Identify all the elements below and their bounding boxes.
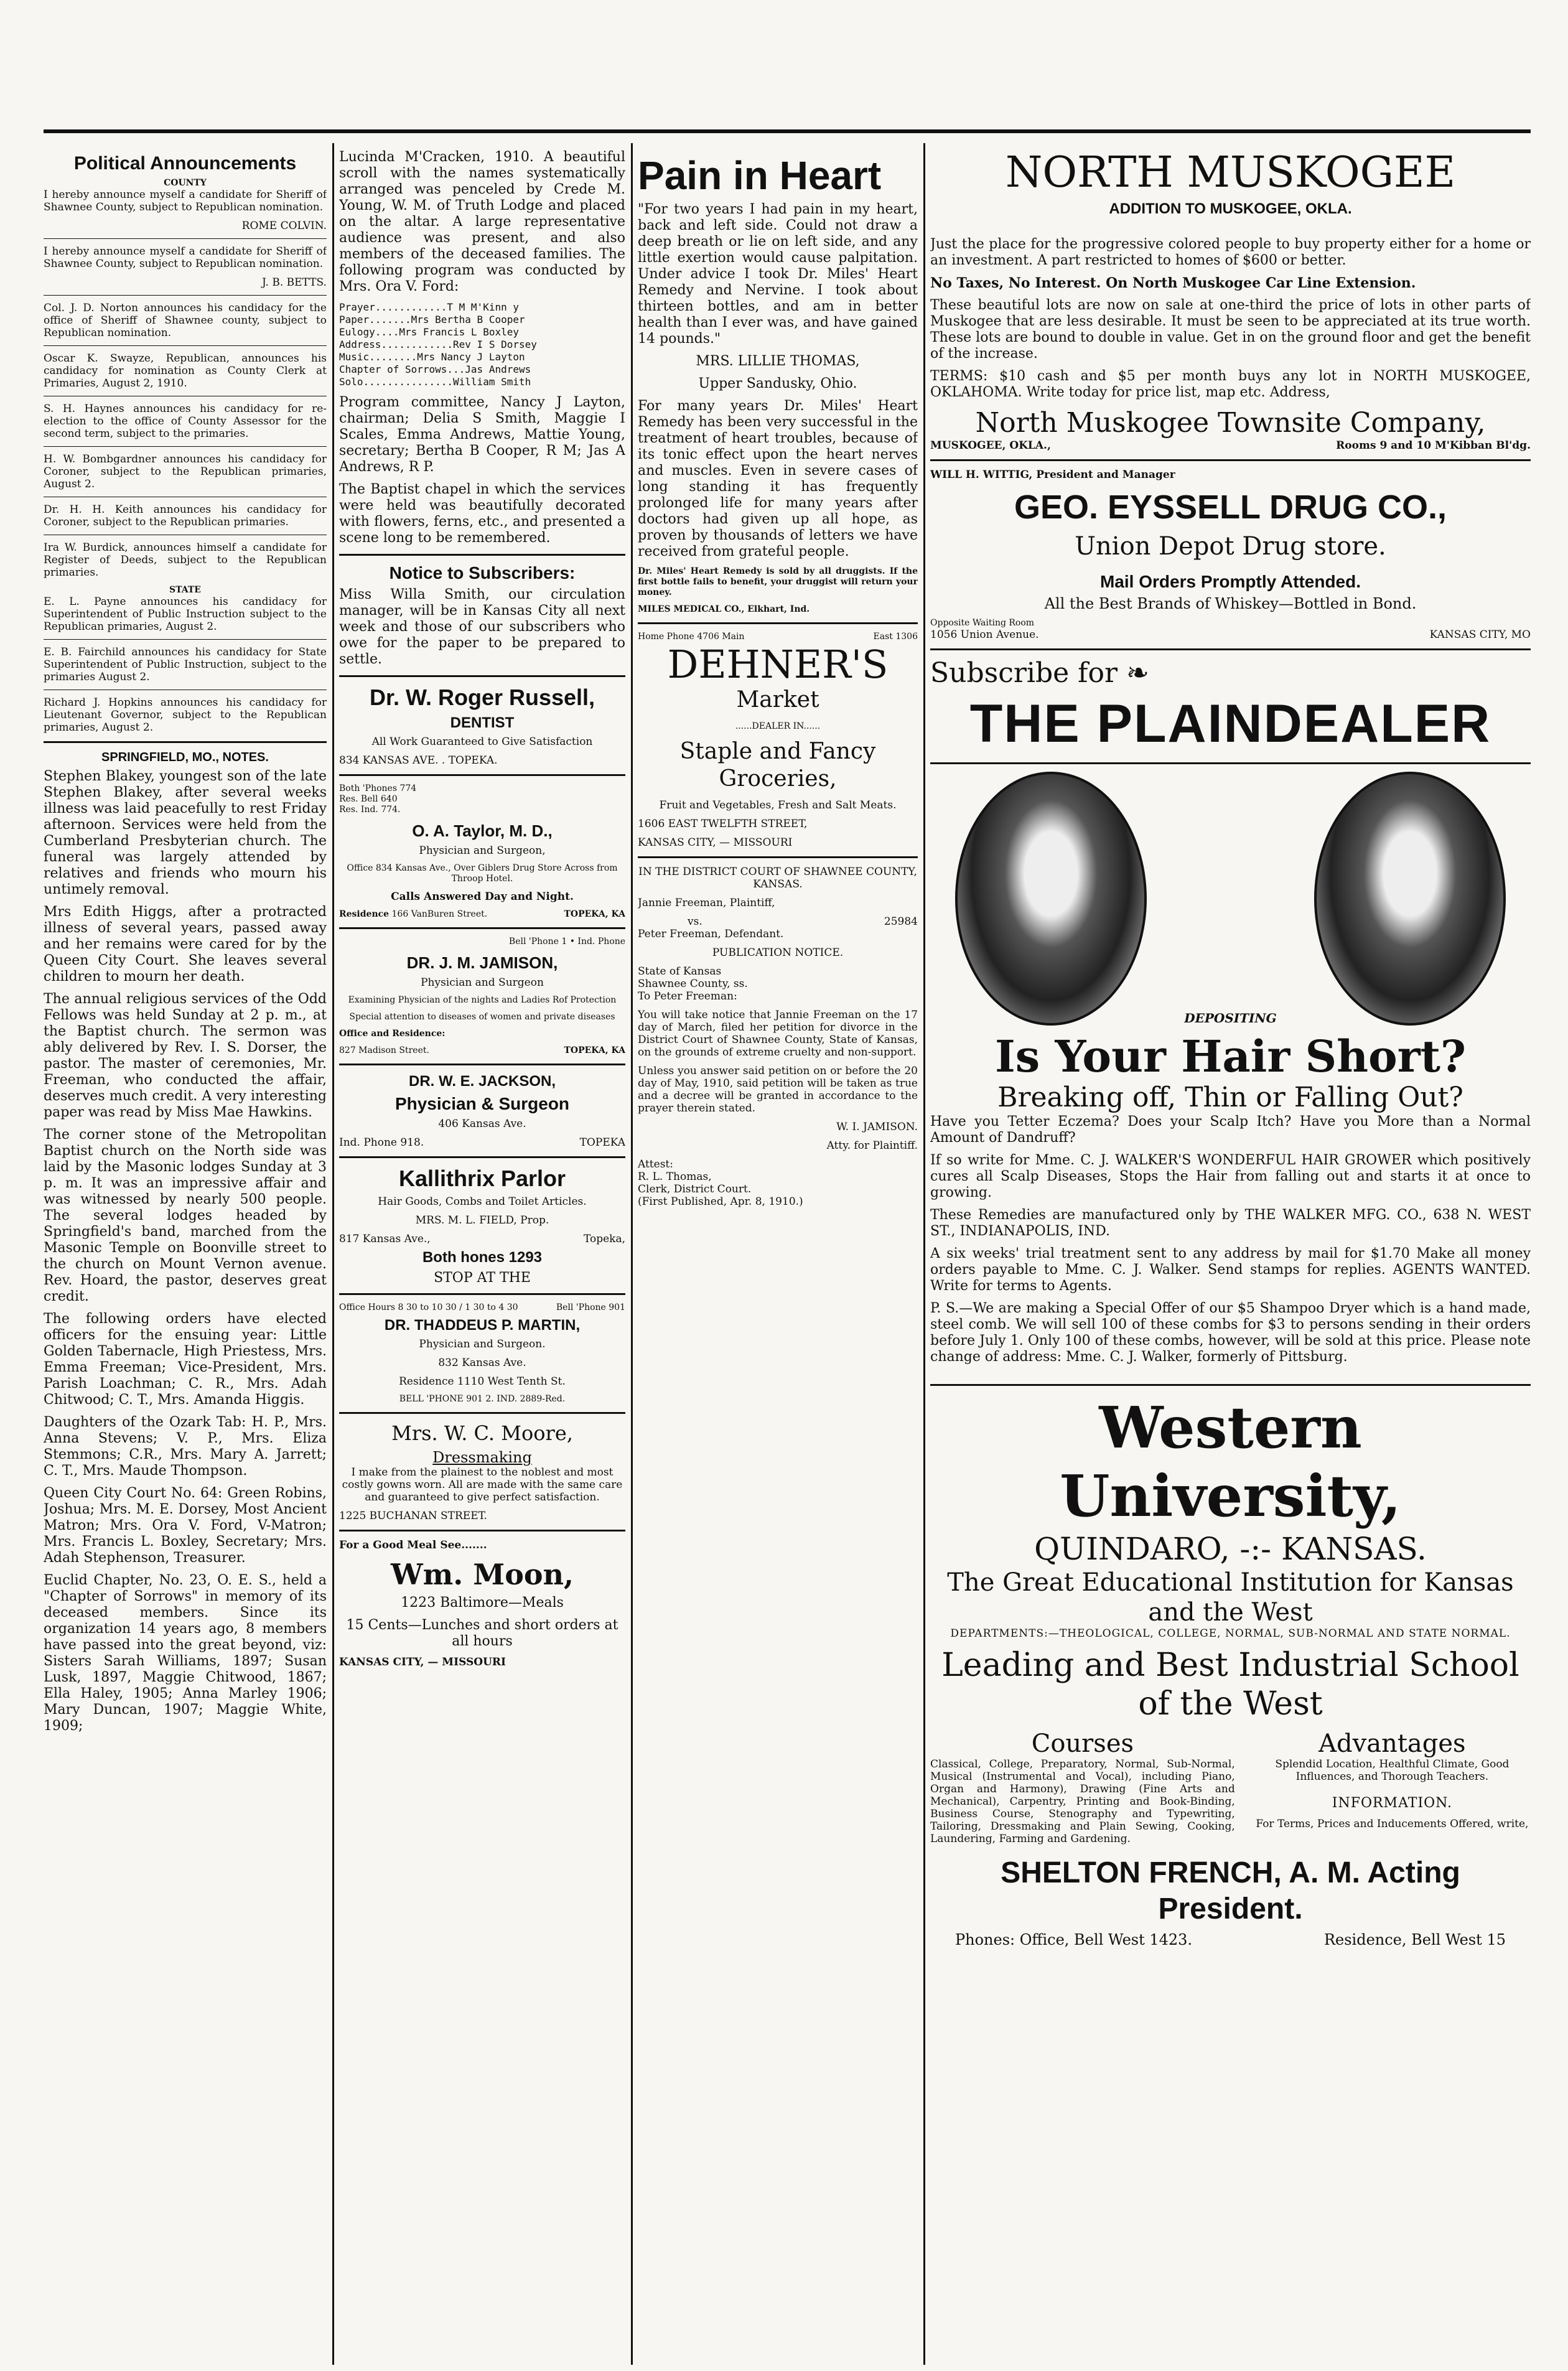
information-heading: INFORMATION. (1332, 1795, 1453, 1811)
ad-body: If so write for Mme. C. J. WALKER'S WONDERFUL HAIR GROWER which positively cures all Scalp Diseases, Stops the Hair from falling out and starts it at once to growing. (930, 1153, 1531, 1200)
news-paragraph: Daughters of the Ozark Tab: H. P., Mrs. Anna Stevens; V. P., Mrs. Eliza Stemmons; C.R., Mrs. Mary A. Jarrett; C. T., Mrs. Maude Thompson. (44, 1415, 327, 1479)
ad-phones: Both 'Phones 774 Res. Bell 640 Res. Ind. 774. (339, 783, 417, 815)
ad-address: Rooms 9 and 10 M'Kibban Bl'dg. (1336, 439, 1531, 452)
legal-notice (638, 866, 918, 1208)
announcement: E. B. Fairchild announces his candidacy for State Superintendent of Public Instruction, subject to the primaries August 2. (44, 646, 327, 683)
news-paragraph: Queen City Court No. 64: Green Robins, Joshua; Mrs. M. E. Dorsey, Most Ancient Matron; Mrs. Ora V. Ford, V-Matron; Mrs. Francis L. Boxley, Secretary; Mrs. Adah Stephenson, Treasurer. (44, 1485, 327, 1566)
ad-label: Office and Residence: (339, 1029, 446, 1039)
announcement: Ira W. Burdick, announces himself a candidate for Register of Deeds, subject to the Republican primaries. (44, 541, 327, 579)
ad-title: Physician & Surgeon (394, 1094, 570, 1113)
ad-location: QUINDARO, -:- KANSAS. (1034, 1531, 1427, 1567)
ad-name: DEHNER'S (667, 642, 889, 687)
springfield-heading: SPRINGFIELD, MO., NOTES. (101, 751, 269, 764)
ad-north-muskogee (930, 149, 1531, 452)
ad-address-row (339, 1136, 625, 1149)
divider (339, 927, 625, 929)
divider (339, 1293, 625, 1295)
news-paragraph: Program committee, Nancy J Layton, chairman; Delia S Smith, Maggie I Scales, Emma Andrews, Mattie Young, secretary; Bertha B Cooper, R M; Jas A Andrews, R P. (339, 395, 625, 475)
ad-intro: For a Good Meal See....... (339, 1539, 487, 1551)
state-subhead: STATE (169, 585, 201, 595)
ad-phones: Phones: Office, Bell West 1423. (955, 1931, 1193, 1948)
announcement: E. L. Payne announces his candidacy for Superintendent of Public Instruction subject to the Republican primaries, August 2. (44, 596, 327, 633)
column-rule (923, 143, 925, 2365)
ad-terms: TERMS: $10 cash and $5 per month buys any lot in NORTH MUSKOGEE, OKLAHOMA. Write today for price list, map etc. Address, (930, 368, 1531, 400)
ad-manager: WILL H. WITTIG, President and Manager (930, 469, 1175, 481)
ad-label: Residence (339, 909, 390, 919)
announcement: I hereby announce myself a candidate for Sheriff of Shawnee County, subject to Republican nomination. (44, 189, 327, 213)
ad-address: 1225 BUCHANAN STREET. (339, 1510, 487, 1522)
column-ads (638, 149, 918, 1214)
court-body: You will take notice that Jannie Freeman on the 17 day of March, filed her petition for divorce in the District Court of Shawnee County, State of Kansas, on the grounds of extreme cruelty and non-support. (638, 1009, 918, 1059)
ad-text: Hair Goods, Combs and Toilet Articles. (378, 1195, 587, 1208)
image-caption: DEPOSITING (1184, 1011, 1277, 1026)
ad-city: TOPEKA (579, 1136, 625, 1149)
court-plaintiff: Jannie Freeman, Plaintiff, (638, 897, 775, 909)
ad-company: MILES MEDICAL CO., Elkhart, Ind. (638, 604, 810, 614)
announcement: H. W. Bombgardner announces his candidacy for Coroner, subject to the Republican primaries, August 2. (44, 453, 327, 490)
ad-goods: Staple and Fancy Groceries, (679, 739, 876, 792)
ad-residence: Residence, Bell West 15 (1323, 1931, 1506, 1948)
ad-hours: Office Hours 8 30 to 10 30 / 1 30 to 4 30 (339, 1302, 518, 1312)
ad-owner: MRS. M. L. FIELD, Prop. (415, 1214, 549, 1227)
notice-title: Notice to Subscribers: (389, 563, 576, 582)
ad-name: GEO. EYSSELL DRUG CO., (1014, 489, 1447, 526)
ad-address: 1056 Union Avenue. (930, 629, 1039, 641)
ad-text: Office 834 Kansas Ave., Over Giblers Drug Store Across from Throop Hotel. (347, 863, 618, 884)
ad-text: Mail Orders Promptly Attended. (1099, 572, 1361, 591)
ad-russell (339, 685, 625, 767)
ad-city: KANSAS CITY, MO (1429, 629, 1531, 641)
ad-text: Examining Physician of the nights and Ladies Rof Protection (348, 995, 617, 1005)
ad-body: P. S.—We are making a Special Offer of our $5 Shampoo Dryer which is a hand made, steel comb. We will sell 100 of these combs for $3 to persons sending in their orders before July 1. Only 100 of these combs, however, will be sold at this price. Please note change of address: Mme. C. J. Walker, formerly of Pittsburg. (930, 1301, 1531, 1365)
paper-name: THE PLAINDEALER (969, 694, 1491, 754)
news-paragraph: Stephen Blakey, youngest son of the late Stephen Blakey, after several weeks illness was laid peacefully to rest Friday afternoon. Services were held from the Cumberland Presbyterian church. The funeral was largely attended by relatives and friends who mourn his untimely removal. (44, 769, 327, 897)
announcement: Col. J. D. Norton announces his candidacy for the office of Sheriff of Shawnee county, subject to Republican nomination. (44, 302, 327, 339)
ad-name: Western University, (1060, 1394, 1401, 1530)
ad-address: 406 Kansas Ave. (438, 1118, 526, 1130)
ad-city: TOPEKA, KA (564, 1045, 625, 1055)
court-body: Unless you answer said petition on or before the 20 day of May, 1910, said petition will be taken as true and a decree will be granted in accordance to the prayer therein stated. (638, 1065, 918, 1115)
courses-body: Classical, College, Preparatory, Normal, Sub-Normal, Musical (Instrumental and Vocal), including Piano, Organ and Harmony), Drawing (Fine Arts and Mechanical), Carpentry, Printing and Book-Binding, Business Course, Stenography and Typewriting, Tailoring, Dressmaking and Plain Sewing, Cooking, Laundering, Farming and Gardening. (930, 1758, 1235, 1845)
ad-kallithrix (339, 1166, 625, 1286)
court-attest: Attest: R. L. Thomas, Clerk, District Court. (First Published, Apr. 8, 1910.) (638, 1158, 803, 1208)
court-notice-title: PUBLICATION NOTICE. (712, 947, 844, 959)
court-signature: W. I. JAMISON. (836, 1121, 918, 1133)
ad-subtitle: Union Depot Drug store. (1075, 532, 1386, 561)
ad-text: I make from the plainest to the noblest and most costly gowns worn. All are made with the same care and guaranteed to give perfect satisfaction. (342, 1466, 623, 1504)
divider (44, 238, 327, 239)
ad-phones: East 1306 (873, 632, 918, 642)
divider (339, 1530, 625, 1532)
divider (339, 774, 625, 776)
ad-address: 832 Kansas Ave. (438, 1357, 526, 1369)
ad-text: 15 Cents—Lunches and short orders at all hours (346, 1617, 618, 1649)
court-number: 25984 (884, 915, 918, 928)
ad-title: Physician and Surgeon (421, 976, 544, 989)
ad-address: 1606 EAST TWELFTH STREET, (638, 818, 808, 830)
column-political (44, 149, 327, 1741)
ad-address: 834 KANSAS AVE. . TOPEKA. (339, 754, 498, 767)
ad-plaindealer (930, 658, 1531, 755)
testimonial-signature: MRS. LILLIE THOMAS, (696, 353, 860, 369)
ad-body: Have you Tetter Eczema? Does your Scalp Itch? Have you More than a Normal Amount of Dandruff? (930, 1114, 1531, 1146)
divider (339, 554, 625, 556)
ad-subheadline: Breaking off, Thin or Falling Out? (997, 1082, 1463, 1113)
ad-walker (930, 772, 1531, 1365)
ad-moon (339, 1539, 625, 1668)
ad-western-university (930, 1393, 1531, 1948)
ad-address: 827 Madison Street. (339, 1045, 429, 1055)
announcement-signature: ROME COLVIN. (241, 220, 327, 232)
ad-city: MUSKOGEE, OKLA., (930, 439, 1051, 452)
divider (44, 741, 327, 743)
divider (44, 295, 327, 296)
announcement: S. H. Haynes announces his candidacy for re-election to the office of County Assessor for the second term, subject to the primaries. (44, 403, 327, 440)
ad-tagline: The Great Educational Institution for Kansas and the West (947, 1568, 1514, 1627)
newspaper-page (44, 131, 1531, 2365)
court-heading: IN THE DISTRICT COURT OF SHAWNEE COUNTY, KANSAS. (638, 866, 917, 891)
ad-text: All the Best Brands of Whiskey—Bottled in Bond. (1044, 595, 1417, 612)
divider (44, 446, 327, 447)
column-notices (339, 149, 625, 1675)
ad-subtitle: ADDITION TO MUSKOGEE, OKLA. (1109, 200, 1352, 217)
ad-text: Calls Answered Day and Night. (391, 891, 574, 903)
ad-name: DR. THADDEUS P. MARTIN, (384, 1317, 581, 1334)
ad-name: DR. J. M. JAMISON, (406, 953, 558, 972)
divider (930, 648, 1531, 650)
news-paragraph: Mrs Edith Higgs, after a protracted illness of several years, passed away and her remains were cared for by the Queen City Court. She leaves several children to mourn her death. (44, 904, 327, 984)
ad-city: KANSAS CITY, — MISSOURI (638, 836, 793, 849)
ad-title: Physician and Surgeon. (419, 1338, 546, 1350)
county-subhead: COUNTY (164, 178, 207, 188)
ad-subtitle: Market (736, 687, 819, 713)
ad-headline: Is Your Hair Short? (995, 1031, 1466, 1082)
divider (44, 639, 327, 640)
divider (339, 675, 625, 677)
court-vs: vs. (688, 915, 702, 928)
ad-name: NORTH MUSKOGEE (1005, 149, 1456, 197)
column-wide-ads (930, 149, 1531, 1948)
ad-jamison (339, 937, 625, 1056)
divider (339, 1156, 625, 1158)
ad-phones: Ind. Phone 918. (339, 1136, 424, 1149)
ad-taylor (339, 783, 625, 920)
ad-name: O. A. Taylor, M. D., (412, 821, 553, 840)
ad-company: North Muskogee Townsite Company, (975, 407, 1486, 439)
ad-departments: DEPARTMENTS:—THEOLOGICAL, COLLEGE, NORMAL, SUB-NORMAL AND STATE NORMAL. (950, 1627, 1511, 1640)
divider (339, 1064, 625, 1065)
divider (930, 459, 1531, 461)
ad-text: Opposite Waiting Room (930, 618, 1035, 628)
ad-text: ......DEALER IN...... (735, 721, 821, 731)
portrait-image (955, 772, 1147, 1026)
ad-body: These Remedies are manufactured only by THE WALKER MFG. CO., 638 N. WEST ST., INDIANAPOLIS, IND. (930, 1207, 1531, 1239)
ad-name: Wm. Moon, (390, 1558, 574, 1591)
information-body: For Terms, Prices and Inducements Offered, write, (1256, 1818, 1529, 1830)
ad-text: Subscribe for ❧ (930, 657, 1149, 689)
testimonial-location: Upper Sandusky, Ohio. (698, 376, 857, 391)
news-paragraph: Lucinda M'Cracken, 1910. A beautiful scroll with the names systematically arranged was penceled by Crede M. Young, W. M. of Truth Lodge and placed on the altar. A large representative audience was present, and also members of the deceased families. The following program was conducted by Mrs. Ora V. Ford: (339, 149, 625, 294)
ad-address: 166 VanBuren Street. (391, 909, 488, 919)
ad-headline: Leading and Best Industrial School of the West (941, 1647, 1519, 1723)
ad-bold: No Taxes, No Interest. On North Muskogee Car Line Extension. (930, 275, 1416, 291)
news-paragraph: The following orders have elected officers for the ensuing year: Little Golden Tabernacle, High Priestess, Mrs. Emma Freeman; Vice-President, Mrs. Parish Loachman; C. R., Mrs. Adah Chitwood; C. T., Mrs. Amanda Higgis. (44, 1311, 327, 1408)
ad-eyssell (930, 469, 1531, 641)
ad-name: Kallithrix Parlor (398, 1166, 566, 1191)
pain-heart-title: Pain in Heart (638, 153, 882, 198)
political-heading: Political Announcements (73, 153, 297, 174)
ad-phones: Bell 'Phone 1 • Ind. Phone (508, 937, 625, 947)
court-state: State of Kansas Shawnee County, ss. To Peter Freeman: (638, 965, 748, 1003)
program-list: Prayer............T M M'Kinn y Paper.......Mrs Bertha B Cooper Eulogy....Mrs Francis L Boxley Address............Rev I S Dorsey Music........Mrs Nancy J Layton Chapter of Sorrows...Jas Andrews Solo...............William Smith (339, 301, 537, 388)
ad-name: DR. W. E. JACKSON, (408, 1073, 556, 1090)
ad-jackson (339, 1073, 625, 1149)
ad-address-row (339, 1045, 625, 1056)
divider (44, 345, 327, 346)
ad-body: These beautiful lots are now on sale at one-third the price of lots in other parts of Muskogee that are less desirable. It must be seen to be appreciated at its true worth. These lots are bound to double in value. Get in on the ground floor and get the benefit of the increase. (930, 297, 1531, 362)
news-paragraph: Euclid Chapter, No. 23, O. E. S., held a "Chapter of Sorrows" in memory of its deceased members. Since its organization 14 years ago, 8 members have passed into the great beyond, viz: Sisters Sarah Williams, 1897; Susan Lusk, 1897, Maggie Chitwood, 1867; Ella Haley, 1905; Anna Marley 1906; Mary Duncan, 1907; Maggie White, 1909; (44, 1573, 327, 1734)
news-paragraph: The corner stone of the Metropolitan Baptist church on the North side was laid by the Masonic lodges Sunday at 3 p. m. It was an impressive affair and was witnessed by nearly 500 people. The several lodges headed by Springfield's band, marched from the Masonic Temple on Boonville street to the church on Mount Vernon avenue. Rev. Hoard, the pastor, deserves great credit. (44, 1127, 327, 1304)
news-paragraph: The Baptist chapel in which the services were held was beautifully decorated with flowers, ferns, etc., and presented a scene long to be remembered. (339, 482, 625, 546)
ad-city: Topeka, (583, 1233, 625, 1245)
courses-heading: Courses (1031, 1729, 1134, 1758)
ad-title: Physician and Surgeon, (419, 844, 546, 857)
column-rule (631, 143, 633, 2365)
announcement: Richard J. Hopkins announces his candidacy for Lieutenant Governor, subject to the Republican primaries, August 2. (44, 696, 327, 734)
ad-name: Mrs. W. C. Moore, (391, 1421, 573, 1445)
court-defendant: Peter Freeman, Defendant. (638, 928, 784, 940)
ad-fineprint: Dr. Miles' Heart Remedy is sold by all druggists. If the first bottle fails to benefit, your druggist will return your money. (638, 566, 918, 597)
advantages-body: Splendid Location, Healthful Climate, Good Influences, and Thorough Teachers. (1275, 1758, 1510, 1783)
notice-body: Miss Willa Smith, our circulation manager, will be in Kansas City all next week and those of our subscribers who owe for the paper to be prepared to settle. (339, 587, 625, 667)
ad-address: 817 Kansas Ave., (339, 1233, 431, 1245)
column-rule (332, 143, 334, 2365)
ad-address-row (339, 909, 625, 920)
ad-text: Special attention to diseases of women and private diseases (349, 1012, 615, 1022)
announcement: Oscar K. Swayze, Republican, announces his candidacy for nomination as County Clerk at Primaries, August 2, 1910. (44, 352, 327, 390)
divider (638, 622, 918, 624)
ad-president: SHELTON FRENCH, A. M. Acting President. (1001, 1856, 1460, 1925)
divider (339, 1412, 625, 1414)
ad-body: Just the place for the progressive colored people to buy property either for a home or an investment. A part restricted to homes of $600 or better. (930, 236, 1531, 268)
ad-title: DENTIST (450, 714, 515, 731)
announcement: Dr. H. H. Keith announces his candidacy for Coroner, subject to the Republican primaries. (44, 503, 327, 528)
announcement-signature: J. B. BETTS. (262, 276, 327, 289)
divider (930, 762, 1531, 764)
ad-residence: Residence 1110 West Tenth St. (399, 1375, 566, 1388)
ad-moore (339, 1421, 625, 1522)
ad-text: Fruit and Vegetables, Fresh and Salt Meats. (659, 799, 897, 811)
divider (930, 1384, 1531, 1386)
ad-text: All Work Guaranteed to Give Satisfaction (371, 736, 593, 748)
ad-text: STOP AT THE (434, 1270, 531, 1286)
advantages-heading: Advantages (1318, 1729, 1466, 1758)
portrait-image (1314, 772, 1506, 1026)
testimonial: "For two years I had pain in my heart, back and left side. Could not draw a deep breath or lie on left side, and any little exertion would cause palpitation. Under advice I took Dr. Miles' Heart Remedy and Nervine. I took about thirteen bottles, and am in better health than I ever was, and have gained 14 pounds." (638, 202, 918, 347)
ad-body: For many years Dr. Miles' Heart Remedy has been very successful in the treatment of heart troubles, because of its tonic effect upon the heart nerves and muscles. Even in severe cases of long standing it has frequently prolonged life for many years after doctors had given up all hope, as proven by thousands of letters we have received from grateful people. (638, 398, 918, 559)
ad-martin (339, 1302, 625, 1405)
ad-title: Dressmaking (432, 1449, 532, 1466)
ad-phones: BELL 'PHONE 901 2. IND. 2889-Red. (399, 1394, 566, 1404)
ad-phones: Home Phone 4706 Main (638, 632, 745, 642)
ad-address: 1223 Baltimore—Meals (401, 1595, 564, 1611)
divider (638, 856, 918, 858)
ad-body: A six weeks' trial treatment sent to any address by mail for $1.70 Make all money orders payable to Mme. C. J. Walker. Send stamps for replies. AGENTS WANTED. Write for terms to Agents. (930, 1246, 1531, 1294)
news-paragraph: The annual religious services of the Odd Fellows was held Sunday at 2 p. m., at the Baptist church. The sermon was ably delivered by Rev. I. S. Dorser, the pastor. The master of ceremonies, Mr. Freeman, who conducted the affair, deserves much credit. A very interesting paper was read by Miss Mae Hawkins. (44, 991, 327, 1120)
ad-dehner (638, 632, 918, 849)
ad-city: KANSAS CITY, — MISSOURI (339, 1656, 506, 1668)
announcement: I hereby announce myself a candidate for Sheriff of Shawnee County, subject to Republican nomination. (44, 245, 327, 270)
court-attorney: Atty. for Plaintiff. (826, 1139, 918, 1152)
ad-address-row (339, 1233, 625, 1245)
ad-name: Dr. W. Roger Russell, (369, 685, 595, 710)
ad-phones: Both hones 1293 (422, 1249, 543, 1266)
ad-phones: Bell 'Phone 901 (556, 1302, 625, 1312)
ad-city: TOPEKA, KA (564, 909, 625, 919)
